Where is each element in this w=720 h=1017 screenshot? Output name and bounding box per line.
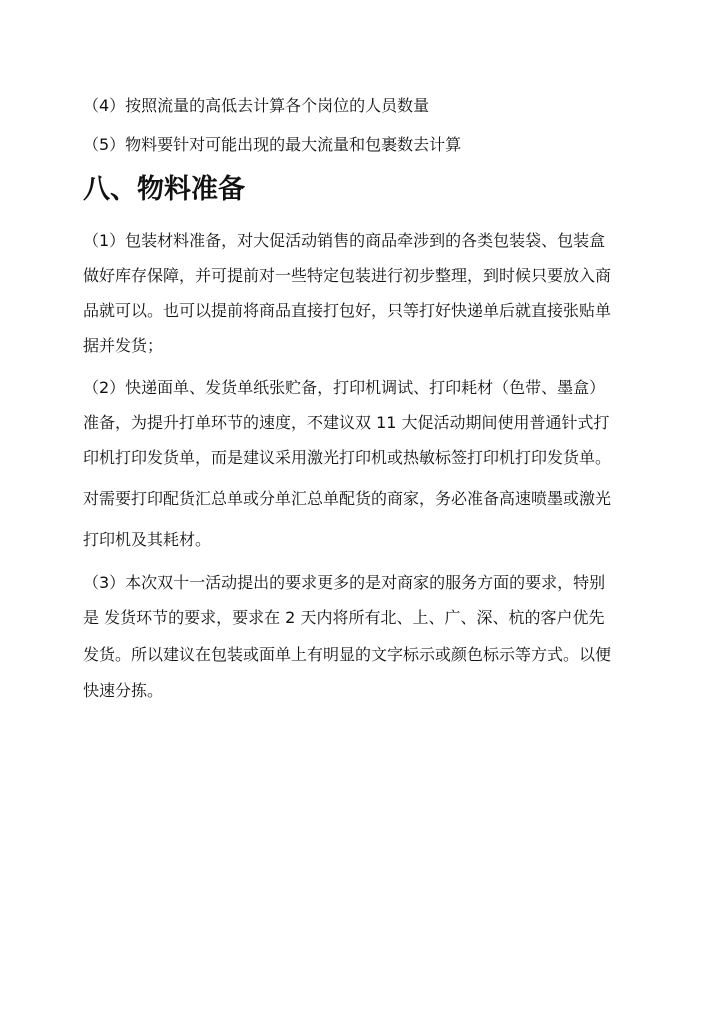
list-item-4: （4）按照流量的高低去计算各个岗位的人员数量 [83, 96, 430, 115]
paragraph-line: 据并发货； [83, 336, 164, 355]
paragraph-line: 准备，为提升打单环节的速度，不建议双 11 大促活动期间使用普通针式打 [83, 413, 610, 432]
paragraph-line: 打印机及其耗材。 [83, 530, 212, 549]
paragraph-line: （3）本次双十一活动提出的要求更多的是对商家的服务方面的要求，特别 [83, 573, 606, 592]
paragraph-line: 品就可以。也可以提前将商品直接打包好，只等打好快递单后就直接张贴单 [83, 301, 612, 320]
paragraph-line: （1）包装材料准备，对大促活动销售的商品牵涉到的各类包装袋、包装盒 [83, 231, 606, 250]
paragraph-line: 对需要打印配货汇总单或分单汇总单配货的商家，务必准备高速喷墨或激光 [83, 489, 612, 508]
paragraph-line: 快速分拣。 [83, 681, 164, 700]
paragraph-line: 是 发货环节的要求，要求在 2 天内将所有北、上、广、深、杭的客户优先 [83, 608, 605, 627]
paragraph-line: 发货。所以建议在包装或面单上有明显的文字标示或颜色标示等方式。以便 [83, 645, 612, 664]
list-item-5: （5）物料要针对可能出现的最大流量和包裹数去计算 [83, 135, 462, 154]
paragraph-line: （2）快递面单、发货单纸张贮备，打印机调试、打印耗材（色带、墨盒） [83, 378, 606, 397]
paragraph-line: 做好库存保障，并可提前对一些特定包装进行初步整理，到时候只要放入商 [83, 266, 612, 285]
section-heading: 八、物料准备 [83, 174, 245, 205]
paragraph-line: 印机打印发货单，而是建议采用激光打印机或热敏标签打印机打印发货单。 [83, 448, 612, 467]
